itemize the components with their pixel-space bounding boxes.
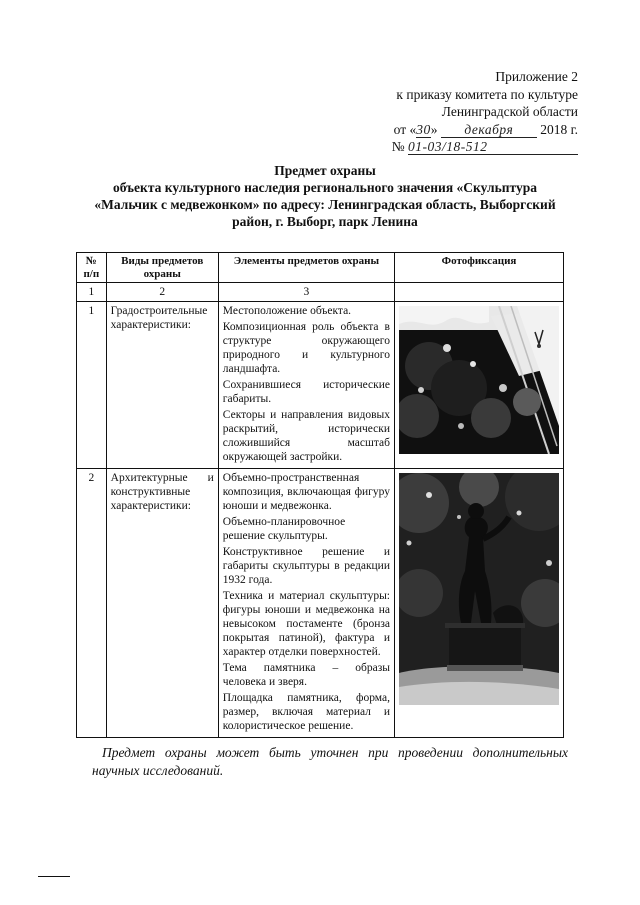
table-row — [77, 469, 564, 738]
element-item: Местоположение объекта. — [222, 305, 352, 317]
title-line-3: «Мальчик с медвежонком» по адресу: Ленинградская область, Выборгский — [94, 197, 556, 212]
number-prefix: № — [391, 139, 405, 154]
element-item: Секторы и направления видовых раскрытий, исторически сложившийся масштаб окружающей застройки. — [222, 409, 390, 463]
table-numbering-row — [77, 283, 564, 302]
element-item: Сохранившиеся исторические габариты. — [222, 379, 390, 405]
element-item: Площадка памятника, форма, размер, включая материал и колористическое решение. — [222, 692, 390, 732]
date-day-handwritten: 30 — [416, 121, 431, 137]
row-kind: Архитектурные и конструктивные характеристики: — [106, 469, 218, 738]
element-item: Конструктивное решение и габариты скульптуры в редакции 1932 года. — [222, 546, 390, 586]
footnote-divider — [38, 876, 70, 877]
table-row — [77, 302, 564, 469]
row-number: 1 — [77, 302, 107, 469]
element-item: Тема памятника – образы человека и зверя. — [222, 662, 390, 688]
title-line-2: объекта культурного наследия регионального значения «Скульптура — [113, 180, 537, 195]
park-view-photo — [399, 306, 559, 454]
date-mid: » — [430, 121, 438, 137]
header-photo: Фотофиксация — [395, 253, 564, 283]
sculpture-photo — [399, 473, 559, 705]
header-number: № п/п — [77, 253, 107, 283]
photo-cell — [395, 469, 564, 738]
footer-note: Предмет охраны может быть уточнен при проведении дополнительных научных исследований. — [92, 745, 568, 778]
element-item: Объемно-пространственная композиция, включающая фигуру юноши и медвежонка. — [222, 472, 390, 512]
title-line-4: район, г. Выборг, парк Ленина — [232, 214, 418, 229]
row-elements — [218, 302, 394, 469]
protection-table — [76, 252, 564, 738]
number-handwritten: 01-03/18-512 — [408, 140, 578, 155]
date-year: 2018 г. — [540, 121, 578, 137]
date-month-handwritten: декабря — [441, 123, 537, 138]
annex-line-3: Ленинградской области — [441, 104, 578, 119]
row-number: 2 — [77, 469, 107, 738]
document-title — [40, 162, 610, 230]
numbering-cell-4 — [395, 283, 564, 302]
photo-cell — [395, 302, 564, 469]
annex-line-2: к приказу комитета по культуре — [396, 86, 578, 102]
annex-line-1: Приложение 2 — [495, 69, 578, 84]
row-kind: Градостроительные характеристики: — [106, 302, 218, 469]
annex-block — [392, 68, 578, 156]
date-prefix: от « — [393, 121, 417, 137]
title-line-1: Предмет охраны — [274, 163, 376, 178]
row-elements — [218, 469, 394, 738]
header-kind: Виды предметов охраны — [106, 253, 218, 283]
element-item: Техника и материал скульптуры: фигуры юноши и медвежонка на невысоком постаменте (бронза покрытая патиной), фактура и характер отделки поверхностей. — [222, 590, 390, 658]
numbering-cell-1: 1 — [77, 283, 107, 302]
element-item: Объемно-планировочное решение скульптуры. — [222, 516, 346, 542]
annex-number-line — [392, 138, 578, 156]
header-elements: Элементы предметов охраны — [218, 253, 394, 283]
numbering-cell-3: 3 — [218, 283, 394, 302]
table-header-row — [77, 253, 564, 283]
numbering-cell-2: 2 — [106, 283, 218, 302]
element-item: Композиционная роль объекта в структуре окружающего природного и культурного ландшафта. — [222, 321, 390, 375]
annex-date-line — [392, 121, 578, 139]
